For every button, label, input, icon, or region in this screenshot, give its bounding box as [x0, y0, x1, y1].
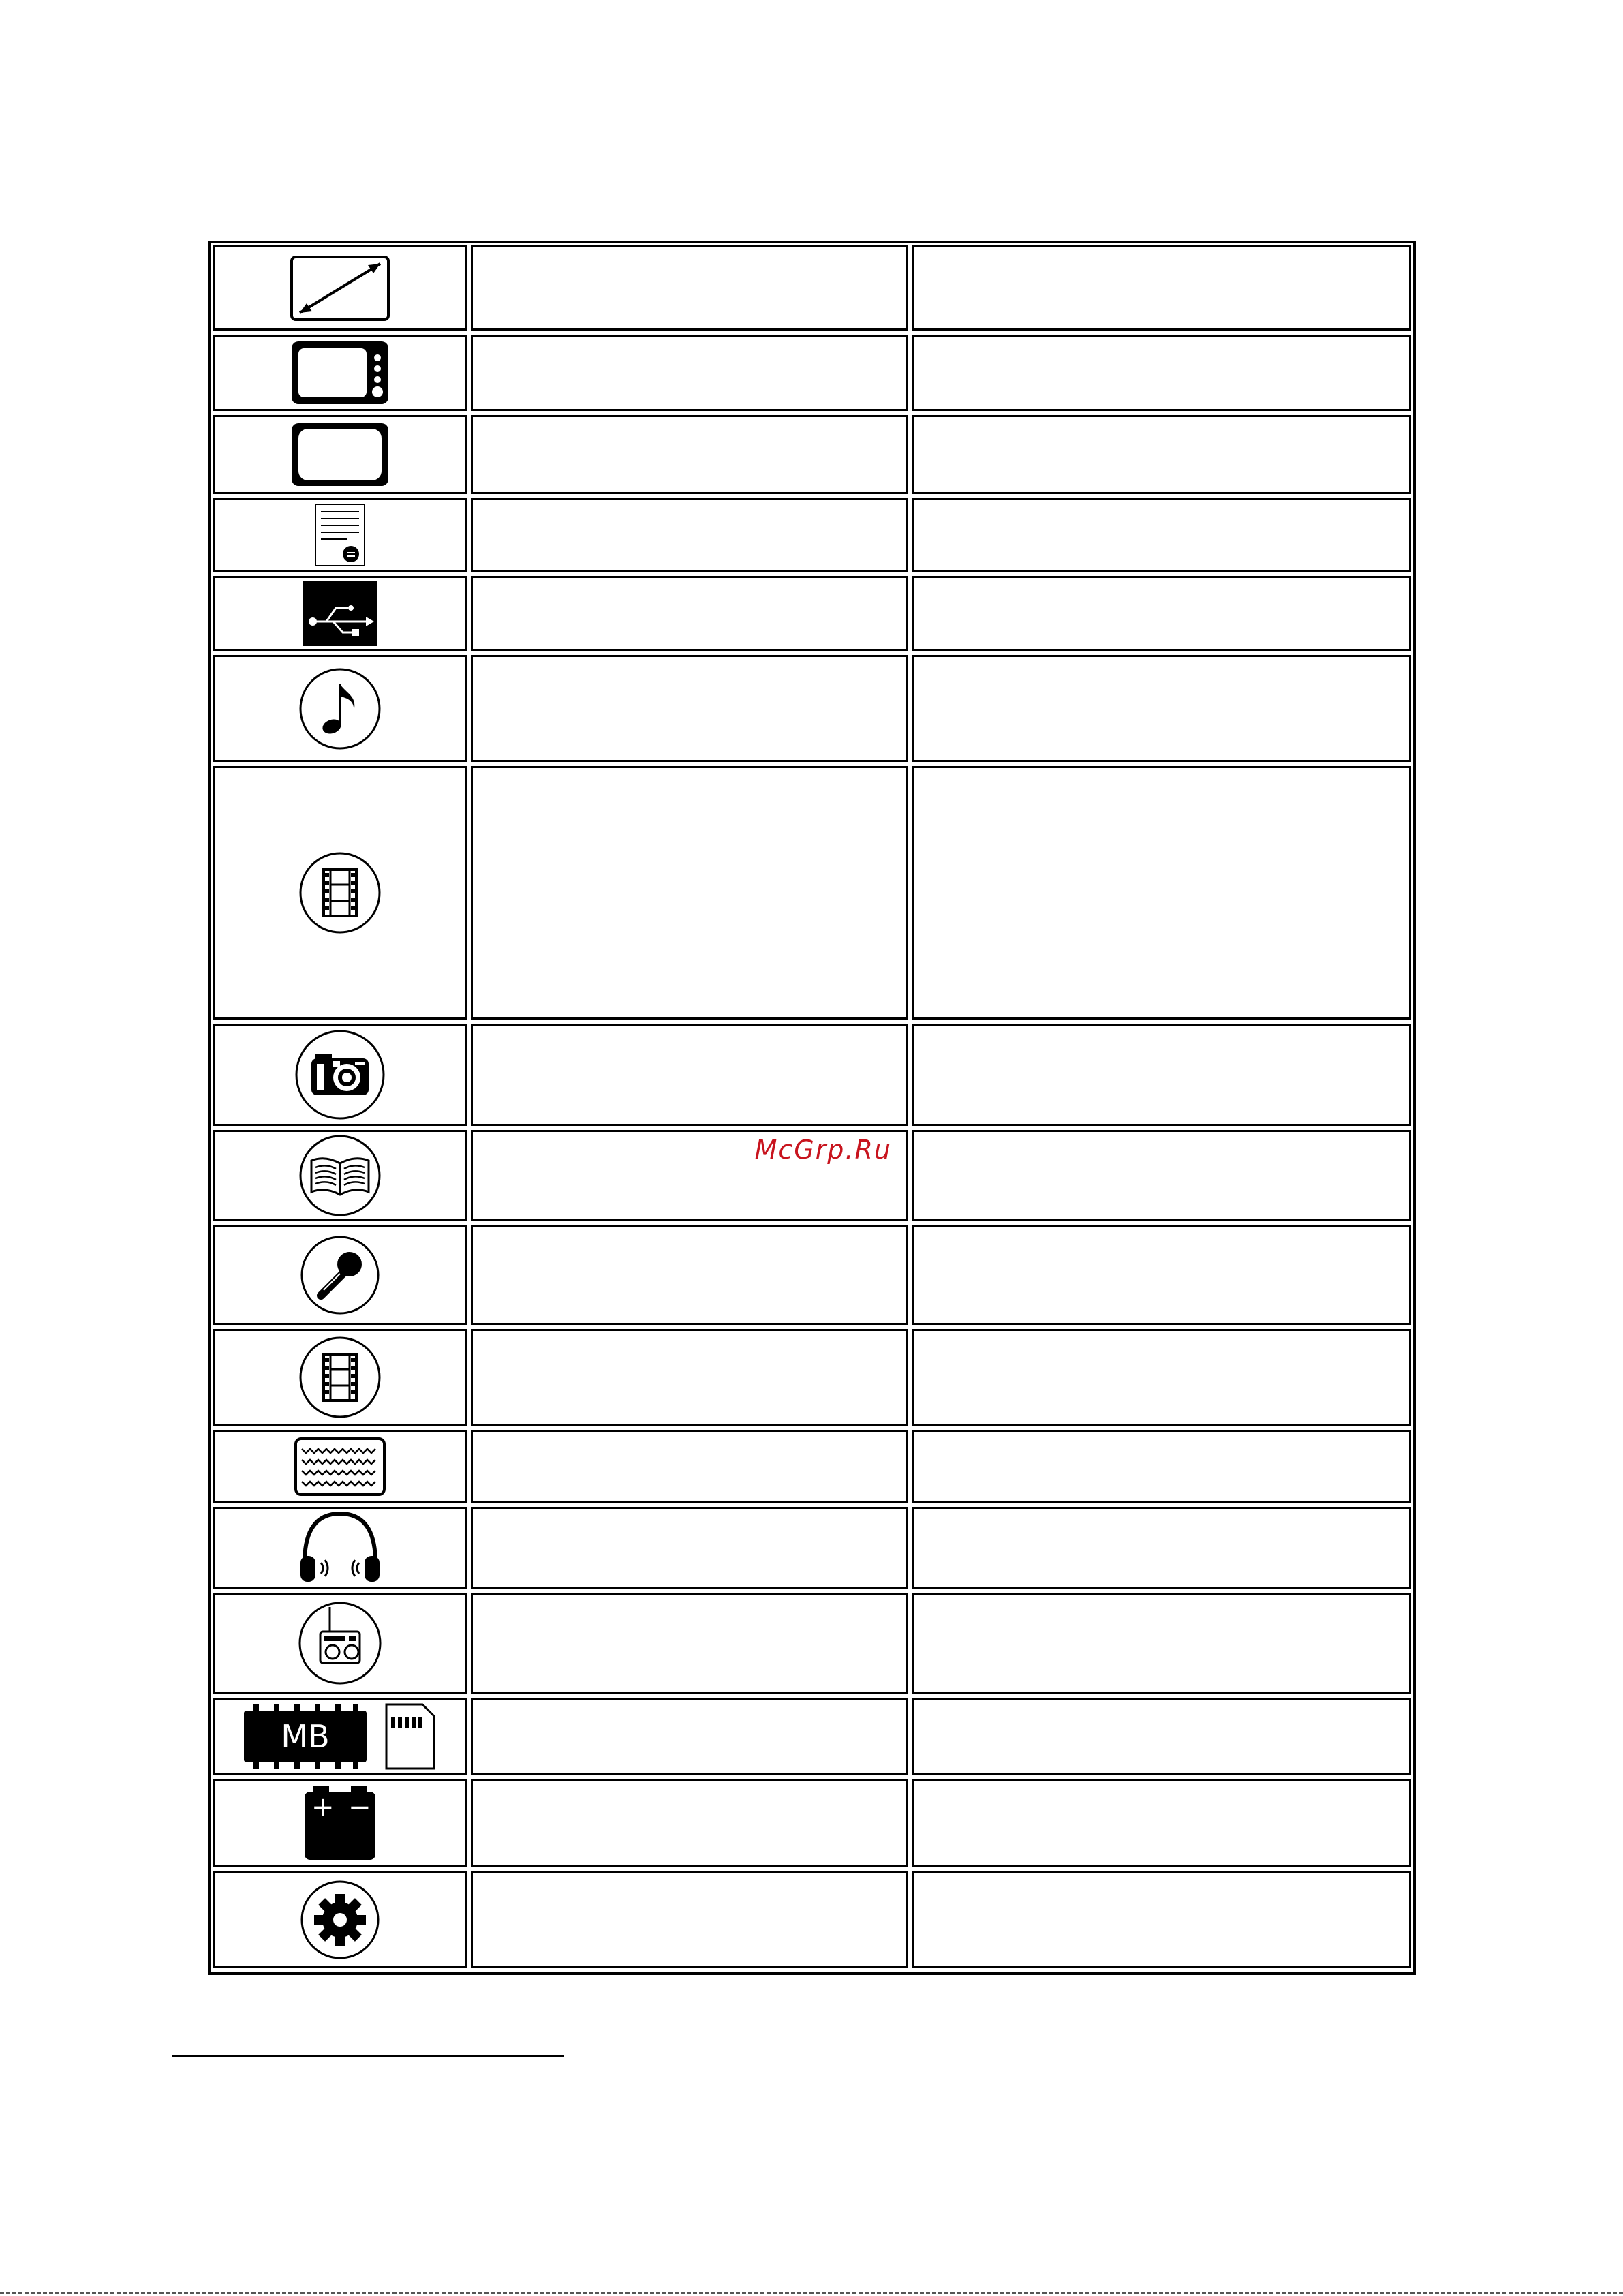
headphones-icon: [298, 1510, 382, 1586]
row-9-icon-cell: [213, 1130, 467, 1221]
film-strip-icon: [298, 1335, 382, 1420]
text-display-icon: [294, 1437, 386, 1497]
row-12-value-cell: [912, 1430, 1411, 1503]
row-1-value-cell: [912, 245, 1411, 331]
row-8-name-cell: [471, 1024, 908, 1126]
bottom-rule: [0, 2292, 1623, 2294]
radio-icon: [297, 1600, 383, 1686]
row-13-icon-cell: [213, 1507, 467, 1589]
row-2-icon-cell: [213, 335, 467, 411]
microphone-icon: [299, 1234, 381, 1316]
row-10-value-cell: [912, 1225, 1411, 1325]
footnote-rule: [172, 2055, 564, 2057]
row-7-name-cell: [471, 766, 908, 1020]
row-5-icon-cell: [213, 576, 467, 651]
row-16-value-cell: [912, 1779, 1411, 1867]
row-15-value-cell: [912, 1698, 1411, 1775]
row-8-icon-cell: [213, 1024, 467, 1126]
camera-icon: [294, 1028, 386, 1121]
row-14-value-cell: [912, 1593, 1411, 1694]
battery-minus: −: [348, 1791, 371, 1823]
row-12-name-cell: [471, 1430, 908, 1503]
row-1-icon-cell: [213, 245, 467, 331]
chip-label: MB: [281, 1717, 330, 1755]
row-2-value-cell: [912, 335, 1411, 411]
row-4-name-cell: [471, 498, 908, 572]
row-6-value-cell: [912, 655, 1411, 762]
row-2-name-cell: [471, 335, 908, 411]
row-12-icon-cell: [213, 1430, 467, 1503]
book-icon: [298, 1133, 382, 1218]
spec-table: [208, 241, 1416, 1975]
row-3-value-cell: [912, 415, 1411, 494]
row-16-icon-cell: [213, 1779, 467, 1867]
film-strip-icon: [298, 851, 382, 935]
row-7-icon-cell: [213, 766, 467, 1020]
row-17-value-cell: [912, 1871, 1411, 1968]
row-8-value-cell: [912, 1024, 1411, 1126]
battery-icon: [305, 1786, 375, 1860]
memory-chip-icon: [244, 1704, 367, 1769]
row-15-name-cell: [471, 1698, 908, 1775]
row-11-value-cell: [912, 1329, 1411, 1426]
row-5-name-cell: [471, 576, 908, 651]
row-3-icon-cell: [213, 415, 467, 494]
row-13-value-cell: [912, 1507, 1411, 1589]
row-9-name-cell: [471, 1130, 908, 1221]
music-note-icon: [298, 667, 382, 751]
row-5-value-cell: [912, 576, 1411, 651]
row-14-icon-cell: [213, 1593, 467, 1694]
battery-plus: +: [311, 1791, 335, 1823]
row-4-value-cell: [912, 498, 1411, 572]
row-10-name-cell: [471, 1225, 908, 1325]
row-17-icon-cell: [213, 1871, 467, 1968]
row-7-value-cell: [912, 766, 1411, 1020]
row-14-name-cell: [471, 1593, 908, 1694]
row-10-icon-cell: [213, 1225, 467, 1325]
display-screen-icon: [289, 420, 391, 489]
row-13-name-cell: [471, 1507, 908, 1589]
row-9-value-cell: [912, 1130, 1411, 1221]
row-11-name-cell: [471, 1329, 908, 1426]
row-1-name-cell: [471, 245, 908, 331]
row-3-name-cell: [471, 415, 908, 494]
certificate-document-icon: [313, 502, 367, 568]
row-11-icon-cell: [213, 1329, 467, 1426]
row-4-icon-cell: [213, 498, 467, 572]
usb-icon: [303, 581, 377, 646]
watermark-text: McGrp.Ru: [754, 1135, 892, 1165]
tv-screen-icon: [289, 339, 391, 407]
row-15-icon-cell: [213, 1698, 467, 1775]
row-6-icon-cell: [213, 655, 467, 762]
screen-size-icon: [289, 254, 391, 322]
settings-gear-icon: [299, 1879, 381, 1961]
row-6-name-cell: [471, 655, 908, 762]
row-16-name-cell: [471, 1779, 908, 1867]
sd-card-icon: [384, 1702, 436, 1771]
row-17-name-cell: [471, 1871, 908, 1968]
